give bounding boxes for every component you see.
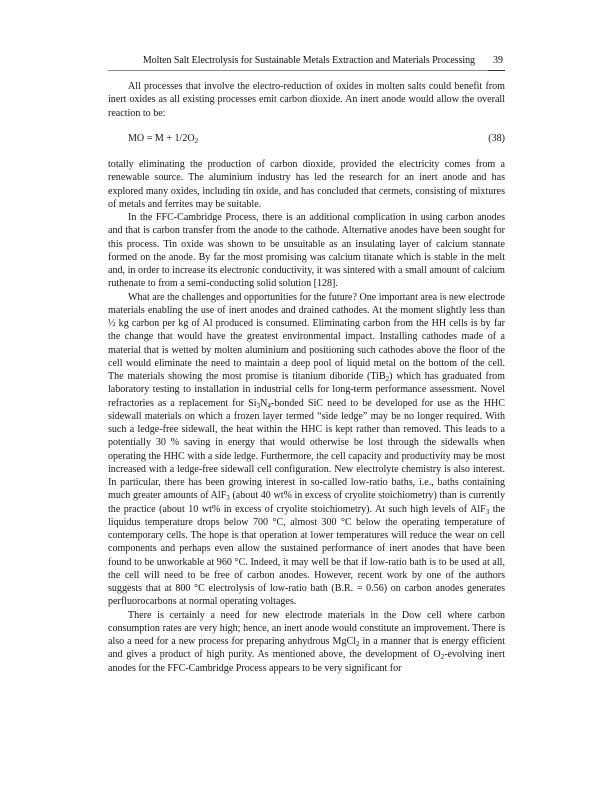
paragraph: In the FFC-Cambridge Process, there is an additional complication in using carbon anodes and that is carbon transfer from the anode to the cathode. Alternative anodes have been sought for this process. Tin oxide was shown to be unsuitable as an insulating layer of calcium stannate formed on the anode. By far the most promising was calcium titanate which is stable in the melt and, in order to increase its electronic conductivity, it was sintered with a small amount of calcium ruthenate to from a semi-conducting solid solution [128]. [108,212,505,290]
subscript: 3 [226,494,230,503]
text-run: the liquidus temperature drops below 700 °C, almost 300 °C below the operating temperature of contemporary cells. The hope is that operation at lower temperatures will reduce the wear on cell components and perhaps even allow the sustained performance of inert anodes that have been found to be unworkable at 960 °C. Indeed, it may well be that if low-ratio bath is to be used at all, the cell will need to be free of carbon anodes. However, recent work by one of the authors suggests that at 800 °C electrolysis of low-ratio bath (B.R. = 0.56) on carbon anodes generates perfluorocarbons at normal operating voltages. [108,503,505,608]
subscript: 4 [267,401,271,410]
equation-lhs: MO = M + 1/2O [128,132,195,144]
text-run: (about 40 wt% in excess of cryolite stoichiometry) than is currently the practice (about 10 wt% in excess of cryolite stoichiometry). At such high levels of AlF [108,490,505,515]
header-rule [108,70,505,71]
running-header [108,52,505,68]
page-number: 39 [493,55,503,66]
subscript: 3 [256,401,261,410]
equation-expression [128,132,198,145]
paragraph [108,291,505,609]
paragraph: totally eliminating the production of carbon dioxide, provided the electricity comes from a renewable source. The aluminium industry has led the research for an inert anode and has explored many oxides, including tin oxide, and has concluded that cermets, consisting of mixtures of metals and ferrites may be suitable. [108,159,505,210]
text-run: in a manner that is energy efficient and gives a product of high purity. As mentioned above, the development of O [108,636,505,661]
text-run: ) which has graduated from laboratory testing to installation in industrial cells for long-term performance assessment. Novel refractories as a replacement for Si [108,371,505,409]
text-run: N [260,397,268,409]
running-title: Molten Salt Electrolysis for Sustainable Metals Extraction and Materials Processing [142,55,475,66]
text-run: There is certainly a need for new electrode materials in the Dow cell where carbon consumption rates are very high; hence, an inert anode would constitute an improvement. There is also a need for a new process for preparing anhydrous MgCl [108,609,505,647]
paragraph: All processes that involve the electro-reduction of oxides in molten salts could benefit from inert oxides as all existing processes emit carbon dioxide. An inert anode would allow the overall reaction to be: [108,81,505,119]
header-rule-accent [488,70,505,71]
text-run: What are the challenges and opportunities for the future? One important area is new electrode materials enabling the use of inert anodes and drained cathodes. At the moment slightly less than ½ kg carbon per kg of Al produced is consumed. Eliminating carbon from the HH cells is by far the change that would have the greatest environmental impact. Installing cathodes made of a material that is wetted by molten aluminium and positioning such cathodes above the floor of the cell would eliminate the need to maintain a deep pool of liquid metal on the bottom of the cell. The materials showing the most promise is titanium diboride (TiB [108,291,505,382]
body-text [108,80,505,675]
equation-subscript: 2 [194,136,199,145]
subscript: 2 [440,653,445,662]
equation-number: (38) [488,132,505,144]
subscript: 3 [485,507,490,516]
subscript: 2 [356,640,360,648]
text-run: -evolving inert anodes for the FFC-Cambridge Process appears to be very significant for [108,649,505,674]
text-run: -bonded SiC need to be developed for use as the HHC sidewall materials on which a frozen layer termed “side ledge” may be no longer required. With such a ledge-free sidewall, the heat within the HHC is kept rather than removed. This leads to a potentially 30 % saving in energy that would otherwise be lost through the sidewalls when operating the HHC with a side ledge. Furthermore, the cell capacity and productivity may be most increased with a ledge-free sidewall cell configuration. New electrolyte chemistry is also interest. In particular, there has been growing interest in so-called low-ratio baths, i.e., baths containing much greater amounts of AlF [108,397,505,502]
equation [108,132,505,145]
paragraph [108,609,505,675]
subscript: 2 [385,375,390,383]
